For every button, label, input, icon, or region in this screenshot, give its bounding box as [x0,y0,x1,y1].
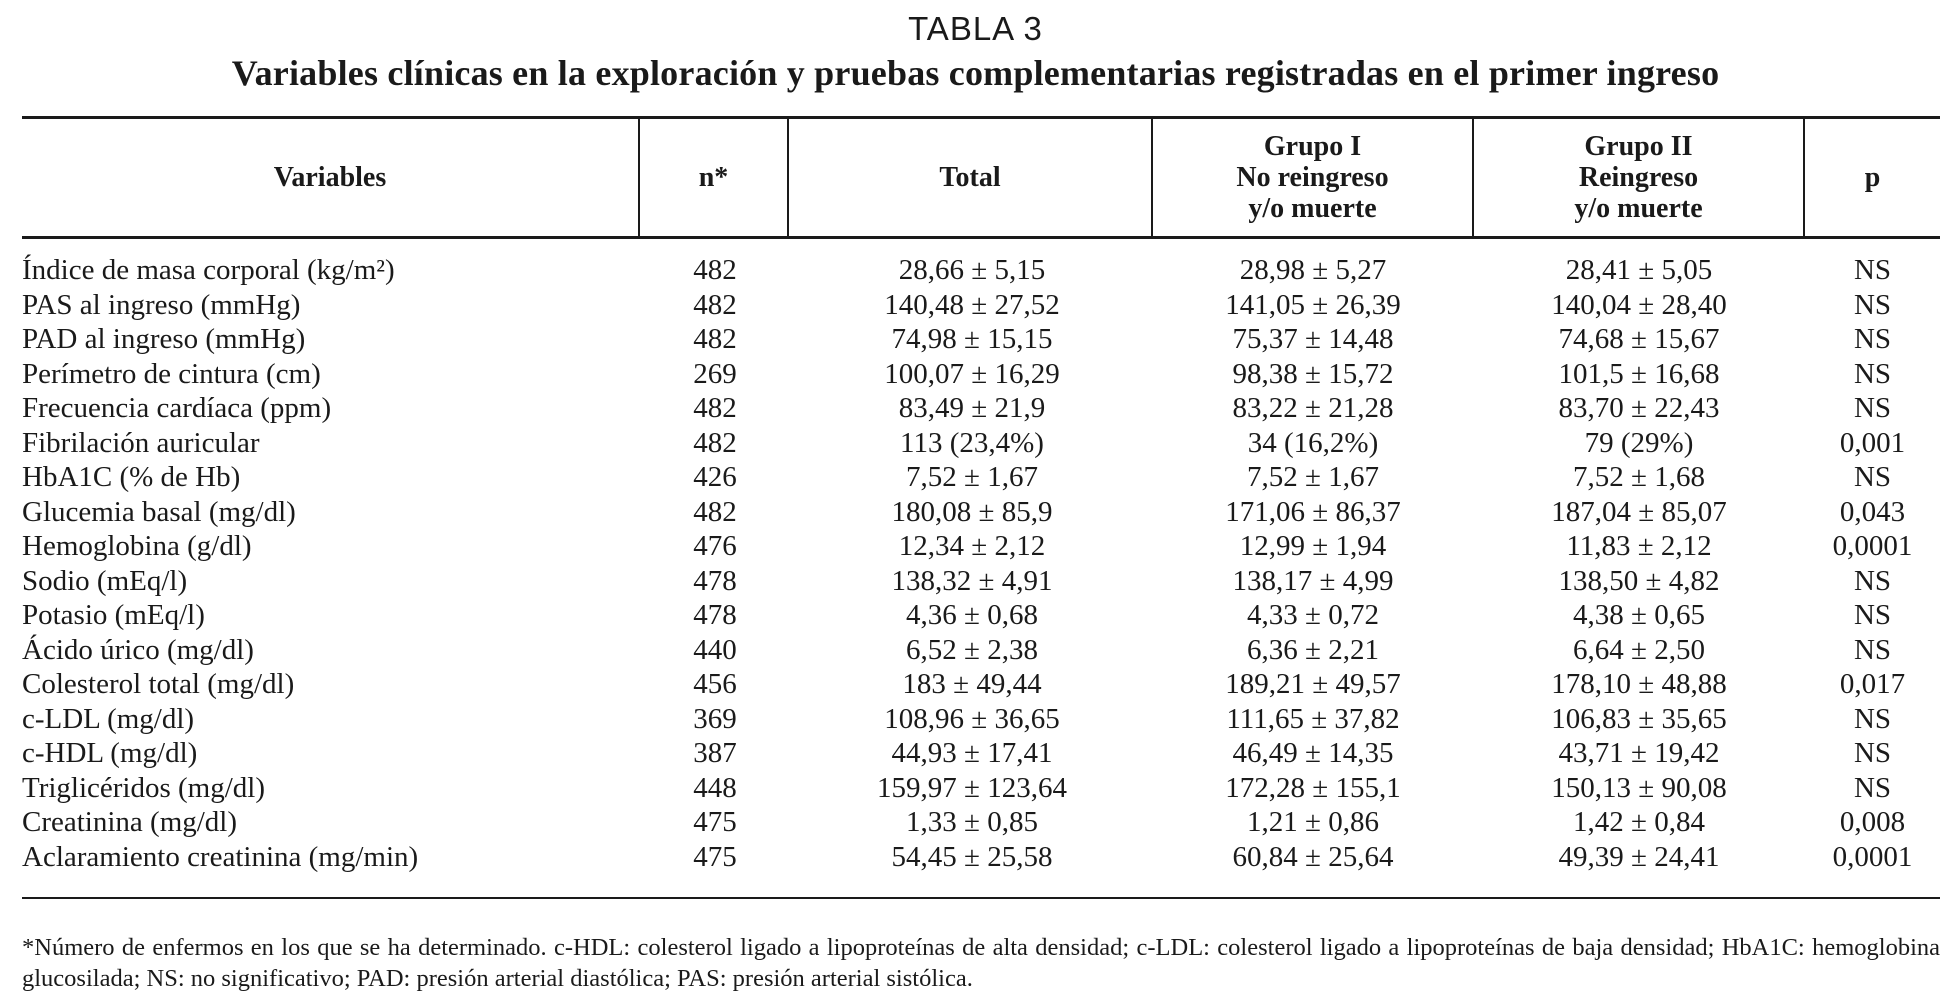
cell-group2: 106,83 ± 35,65 [1551,702,1727,735]
cell-group1: 171,06 ± 86,37 [1225,495,1401,528]
cell-group1: 1,21 ± 0,86 [1247,806,1379,838]
cell-total: 1,33 ± 0,85 [906,806,1038,838]
cell-group1: 34 (16,2%) [1247,426,1379,459]
table-row [0,460,1951,495]
table-row [0,805,1951,840]
cell-group2: 178,10 ± 48,88 [1551,668,1727,700]
table-number: TABLA 3 [908,10,1043,47]
cell-total: 100,07 ± 16,29 [884,357,1060,390]
cell-p: NS [1853,288,1892,321]
cell-total: 74,98 ± 15,15 [891,323,1053,355]
cell-p: NS [1853,771,1892,804]
cell-n: 475 [693,840,737,873]
cell-total: 28,66 ± 5,15 [898,254,1046,286]
table-row [0,667,1951,702]
cell-group2: 7,52 ± 1,68 [1573,461,1705,493]
cell-n: 482 [693,288,737,321]
cell-variable: Perímetro de cintura (cm) [22,357,321,390]
cell-total: 159,97 ± 123,64 [877,771,1067,804]
cell-total: 12,34 ± 2,12 [898,530,1046,562]
cell-total: 6,52 ± 2,38 [906,633,1038,666]
cell-p: 0,0001 [1832,530,1913,562]
cell-total: 140,48 ± 27,52 [884,288,1060,321]
table-row [0,253,1951,288]
cell-group1: 12,99 ± 1,94 [1239,530,1387,562]
cell-group2: 4,38 ± 0,65 [1573,599,1705,631]
cell-group2: 11,83 ± 2,12 [1566,530,1712,562]
table-row [0,529,1951,564]
cell-p: 0,0001 [1832,840,1913,873]
cell-group2: 138,50 ± 4,82 [1558,564,1720,597]
cell-group2: 49,39 ± 24,41 [1558,840,1720,873]
cell-group2: 74,68 ± 15,67 [1558,323,1720,355]
cell-n: 387 [693,737,737,769]
cell-group1: 83,22 ± 21,28 [1232,392,1394,424]
cell-group2: 6,64 ± 2,50 [1573,633,1705,666]
cell-n: 440 [693,633,737,666]
cell-group1: 28,98 ± 5,27 [1239,254,1387,286]
cell-group1: 4,33 ± 0,72 [1247,599,1379,631]
cell-variable: Creatinina (mg/dl) [22,806,238,838]
table-row [0,391,1951,426]
header-group2-line: Reingreso [1578,162,1699,193]
table-row [0,840,1951,875]
cell-total: 54,45 ± 25,58 [891,840,1053,873]
cell-group2: 79 (29%) [1584,426,1694,459]
header-group1-line: No reingreso [1236,162,1389,193]
cell-variable: Ácido úrico (mg/dl) [22,633,254,666]
cell-p: 0,001 [1839,426,1906,459]
table-row [0,771,1951,806]
cell-n: 482 [693,426,737,459]
cell-n: 456 [693,668,737,700]
cell-variable: HbA1C (% de Hb) [22,461,241,493]
cell-total: 138,32 ± 4,91 [891,564,1053,597]
table-title: Variables clínicas en la exploración y pruebas complementarias registradas en el primer ingreso [231,53,1720,93]
header-n: n* [698,162,729,193]
cell-group2: 28,41 ± 5,05 [1565,254,1713,286]
table-bottom-rule [22,897,1940,899]
cell-n: 482 [693,254,737,286]
cell-n: 426 [693,461,737,493]
table-row [0,702,1951,737]
cell-variable: PAS al ingreso (mmHg) [22,288,301,321]
cell-total: 180,08 ± 85,9 [891,495,1053,528]
cell-variable: Aclaramiento creatinina (mg/min) [22,840,419,873]
cell-group2: 140,04 ± 28,40 [1551,288,1727,321]
table-row [0,357,1951,392]
cell-group1: 138,17 ± 4,99 [1232,564,1394,597]
table-row [0,736,1951,771]
cell-variable: Potasio (mEq/l) [22,599,205,631]
cell-p: 0,017 [1839,668,1906,700]
cell-group2: 187,04 ± 85,07 [1551,495,1727,528]
cell-group1: 172,28 ± 155,1 [1225,771,1401,804]
header-group2-line: Grupo II [1584,131,1693,162]
cell-variable: PAD al ingreso (mmHg) [22,323,306,355]
cell-n: 475 [693,806,737,838]
cell-group2: 1,42 ± 0,84 [1573,806,1705,838]
cell-p: NS [1853,254,1892,286]
cell-total: 113 (23,4%) [900,426,1044,459]
cell-n: 482 [693,392,737,424]
cell-group1: 46,49 ± 14,35 [1232,737,1394,769]
cell-group2: 43,71 ± 19,42 [1558,737,1720,769]
header-group1-line: y/o muerte [1248,193,1377,224]
cell-group1: 98,38 ± 15,72 [1232,357,1394,390]
table-body [0,253,1951,874]
cell-group2: 150,13 ± 90,08 [1551,771,1727,804]
cell-group1: 189,21 ± 49,57 [1225,668,1401,700]
header-p: p [1864,162,1881,193]
cell-variable: Glucemia basal (mg/dl) [22,495,296,528]
cell-p: NS [1853,323,1892,355]
table-row [0,288,1951,323]
header-total: Total [939,162,1001,193]
table-row [0,564,1951,599]
cell-n: 478 [693,564,737,597]
header-group2 [1474,119,1803,236]
header-group1-line: Grupo I [1263,131,1362,162]
cell-n: 482 [693,323,737,355]
cell-variable: c-HDL (mg/dl) [22,737,198,769]
cell-n: 478 [693,599,737,631]
cell-total: 4,36 ± 0,68 [906,599,1038,631]
header-group1 [1153,119,1472,236]
cell-p: 0,008 [1839,806,1906,838]
cell-variable: c-LDL (mg/dl) [22,702,195,735]
cell-group1: 60,84 ± 25,64 [1232,840,1394,873]
cell-p: NS [1853,564,1892,597]
cell-n: 269 [693,357,737,390]
table-row [0,426,1951,461]
cell-total: 44,93 ± 17,41 [891,737,1053,769]
cell-total: 183 ± 49,44 [902,668,1042,700]
cell-p: NS [1853,599,1892,631]
cell-variable: Triglicéridos (mg/dl) [22,771,266,804]
cell-p: NS [1853,461,1892,493]
cell-p: NS [1853,737,1892,769]
table-footnote: *Número de enfermos en los que se ha determinado. c-HDL: colesterol ligado a lipoproteínas de alta densidad; c-LDL: colesterol ligado a lipoproteínas de baja densidad; HbA1C: hemoglobina glucosilada; NS: no significativo; PAD: presión arterial diastólica; PAS: presión arterial sistólica. [22,934,1940,992]
cell-total: 108,96 ± 36,65 [884,702,1060,735]
cell-p: NS [1853,633,1892,666]
cell-variable: Frecuencia cardíaca (ppm) [22,392,332,424]
table-row [0,633,1951,668]
cell-total: 83,49 ± 21,9 [898,392,1046,424]
cell-n: 369 [693,702,737,735]
cell-p: NS [1853,702,1892,735]
table-row [0,322,1951,357]
cell-variable: Índice de masa corporal (kg/m²) [22,254,395,286]
cell-group1: 7,52 ± 1,67 [1247,461,1379,493]
table-row [0,598,1951,633]
cell-group2: 101,5 ± 16,68 [1558,357,1720,390]
cell-n: 482 [693,495,737,528]
cell-variable: Fibrilación auricular [22,426,260,459]
header-group2-line: y/o muerte [1574,193,1703,224]
cell-group2: 83,70 ± 22,43 [1558,392,1720,424]
cell-n: 476 [693,530,737,562]
cell-variable: Hemoglobina (g/dl) [22,530,252,562]
cell-n: 448 [693,771,737,804]
header-variables: Variables [273,162,387,193]
cell-group1: 111,65 ± 37,82 [1226,702,1400,735]
cell-group1: 6,36 ± 2,21 [1247,633,1379,666]
cell-p: NS [1853,357,1892,390]
cell-group1: 141,05 ± 26,39 [1225,288,1401,321]
cell-variable: Colesterol total (mg/dl) [22,668,295,700]
cell-variable: Sodio (mEq/l) [22,564,188,597]
cell-total: 7,52 ± 1,67 [906,461,1038,493]
header-bottom-rule [22,236,1940,239]
cell-group1: 75,37 ± 14,48 [1232,323,1394,355]
cell-p: NS [1853,392,1892,424]
table-row [0,495,1951,530]
cell-p: 0,043 [1839,495,1906,528]
